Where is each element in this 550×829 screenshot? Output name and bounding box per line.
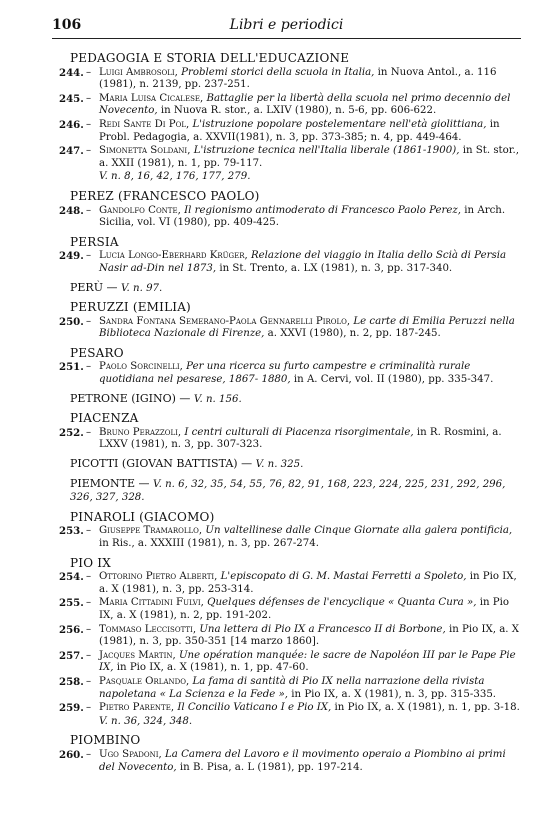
entry-title: Una lettera di Pio IX a Francesco II di Borbone, <box>199 623 446 635</box>
entry-dash: – <box>86 748 92 760</box>
entry-body <box>99 525 523 550</box>
entry-number: 254. <box>59 571 84 584</box>
entry-body <box>99 205 523 230</box>
entry-number: 246. <box>59 118 84 131</box>
entry-title: Le carte di Emilia Peruzzi nella Biblioteca Nazionale di Firenze, <box>99 315 515 340</box>
entry-author: Bruno Perazzoli, <box>99 426 182 438</box>
bibliography-entry <box>52 205 523 230</box>
entry-author: Giuseppe Tramarollo, <box>99 525 203 537</box>
see-also-ref: V. n. 36, 324, 348. <box>99 715 193 727</box>
entry-author: Paolo Sorcinelli, <box>99 361 183 373</box>
section-heading: PERUZZI (EMILIA) <box>70 300 191 315</box>
xref-petrone: PETRONE (IGINO) — V. n. 156. <box>70 391 242 405</box>
entry-author: Pietro Parente, <box>99 702 175 714</box>
entry-author: Luigi Ambrosoli, <box>99 66 178 78</box>
xref-peru: PERÙ — V. n. 97. <box>70 280 163 294</box>
entry-title: Un valtellinese dalle Cinque Giornate alla galera pontificia, <box>205 525 513 537</box>
entry-source: in R. Rosmini, a. LXXV (1981), n. 3, pp. 307-323. <box>99 426 502 451</box>
entry-title: Il regionismo antimoderato di Francesco Paolo Perez, <box>184 204 462 216</box>
bibliography-entry <box>52 119 523 144</box>
entry-title: Problemi storici della scuola in Italia, <box>181 66 375 78</box>
entry-source: in Arch. Sicilia, vol. VI (1980), pp. 409-425. <box>99 204 506 229</box>
entry-source: in Pio IX, a. X (1981), n. 1, pp. 47-60. <box>116 662 309 674</box>
entry-title: Quelques défenses de l'encyclique « Quanta Cura », <box>207 597 477 609</box>
entry-number: 248. <box>59 204 84 217</box>
entry-title: La Camera del Lavoro e il movimento operaio a Piombino ai primi del Novecento, <box>99 748 506 773</box>
entry-author: Pasquale Orlando, <box>99 675 190 687</box>
entry-dash: – <box>86 675 92 687</box>
entry-body <box>99 571 523 596</box>
entry-source: in Pio IX, a. X (1981), n. 1, pp. 3-18. <box>334 702 520 714</box>
section-heading: PINAROLI (GIACOMO) <box>70 509 215 524</box>
entry-number: 257. <box>59 649 84 662</box>
entry-body <box>99 250 523 275</box>
entry-author: Gandolfo Conte, <box>99 204 181 216</box>
bibliography-entry <box>52 624 523 649</box>
entry-author: Sandra Fontana Semerano-Paola Gennarelli Pirolo, <box>99 315 351 327</box>
entry-source: a. XXVI (1980), n. 2, pp. 187-245. <box>267 328 441 340</box>
bibliography-entry <box>52 145 523 170</box>
entry-title: L'episcopato di G. M. Mastai Ferretti a Spoleto, <box>220 571 467 583</box>
entry-number: 253. <box>59 525 84 538</box>
entry-author: Simonetta Soldani, <box>99 145 191 157</box>
bibliography-content <box>52 52 523 775</box>
entry-number: 258. <box>59 675 84 688</box>
section-heading: PIOMBINO <box>70 733 141 748</box>
entry-title: Per una ricerca su furto campestre e criminalità rurale quotidiana nel pesarese, 1867- 1880, <box>99 361 471 386</box>
page-number: 106 <box>52 17 82 33</box>
entry-title: Relazione del viaggio in Italia dello Scià di Persia Nasir ad-Din nel 1873, <box>99 250 507 274</box>
section-heading: PERSIA <box>70 234 119 249</box>
see-also-ref: V. n. 8, 16, 42, 176, 177, 279. <box>99 171 251 183</box>
xref-picotti: PICOTTI (GIOVAN BATTISTA) — V. n. 325. <box>70 457 304 471</box>
entry-number: 245. <box>59 92 84 105</box>
entry-title: L'istruzione tecnica nell'Italia liberale (1861-1900), <box>193 145 460 157</box>
section-heading: PIO IX <box>70 555 111 570</box>
entry-source: in B. Pisa, a. L (1981), pp. 197-214. <box>179 761 363 773</box>
entry-number: 244. <box>59 66 84 79</box>
entry-dash: – <box>86 118 92 130</box>
entry-dash: – <box>86 571 92 583</box>
bibliography-entry <box>52 597 523 622</box>
entry-body <box>99 67 523 92</box>
entry-author: Ottorino Pietro Alberti, <box>99 571 218 583</box>
entry-dash: – <box>86 525 92 537</box>
entry-source: in Nuova Antol., a. 116 (1981), n. 2139, pp. 237-251. <box>99 66 497 91</box>
entry-dash: – <box>86 649 92 661</box>
bibliography-entry <box>52 702 523 715</box>
entry-number: 250. <box>59 315 84 328</box>
bibliography-entry <box>52 361 523 386</box>
entry-body <box>99 361 523 386</box>
xref-piemonte: PIEMONTE — V. n. 6, 32, 35, 54, 55, 76, 82, 91, 168, 223, 224, 225, 231, 292, 296, 326, 327, 328. <box>70 476 506 504</box>
entry-dash: – <box>86 92 92 104</box>
entry-author: Maria Cittadini Fulvi, <box>99 597 204 609</box>
entry-body <box>99 624 523 649</box>
section-heading: PEREZ (FRANCESCO PAOLO) <box>70 188 260 203</box>
entry-number: 251. <box>59 361 84 374</box>
entry-source: in St. Trento, a. LX (1981), n. 3, pp. 317-340. <box>219 262 453 274</box>
bibliography-entry <box>52 650 523 675</box>
entry-title: La fama di santità di Pio IX nella narrazione della rivista napoletana « La Scienza e la Fede », <box>99 675 485 700</box>
bibliography-entry <box>52 749 523 774</box>
entry-source: in Pio IX, a. X (1981), n. 3, pp. 350-351 [14 marzo 1860]. <box>99 623 520 648</box>
entry-title: Une opération manquée: le sacre de Napoléon III par le Pape Pie IX, <box>99 649 516 674</box>
entry-body <box>99 749 523 774</box>
entry-source: in Pio IX, a. X (1981), n. 2, pp. 191-202. <box>99 597 510 621</box>
entry-number: 252. <box>59 426 84 439</box>
entry-body <box>99 597 523 622</box>
entry-author: Lucia Longo-Eberhard Krüger, <box>99 250 248 262</box>
entry-dash: – <box>86 204 92 216</box>
entry-body <box>99 427 523 452</box>
entry-number: 255. <box>59 597 84 610</box>
bibliography-entry <box>52 525 523 550</box>
entry-source: in Ris., a. XXXIII (1981), n. 3, pp. 267-274. <box>99 538 319 549</box>
entry-number: 256. <box>59 623 84 636</box>
entry-title: Il Concilio Vaticano I e Pio IX, <box>177 702 332 714</box>
section-heading: PESARO <box>70 345 124 360</box>
bibliography-entry <box>52 571 523 596</box>
running-title: Libri e periodici <box>229 17 344 33</box>
entry-body <box>99 702 523 715</box>
entry-dash: – <box>86 66 92 78</box>
entry-author: Tommaso Leccisotti, <box>99 623 197 635</box>
entry-dash: – <box>86 361 92 373</box>
entry-author: Maria Luisa Cicalese, <box>99 92 204 104</box>
entry-title: L'istruzione popolare postelementare nell'età giolittiana, <box>192 118 487 130</box>
page-header <box>52 14 521 39</box>
entry-source: in Pio IX, a. X (1981), n. 3, pp. 315-335. <box>291 688 497 700</box>
entry-number: 247. <box>59 145 84 158</box>
bibliography-entry <box>52 250 523 275</box>
entry-body <box>99 316 523 341</box>
entry-source: in A. Cervi, vol. II (1980), pp. 335-347. <box>293 374 494 386</box>
entry-number: 259. <box>59 702 84 715</box>
entry-source: in Pio IX, a. X (1981), n. 3, pp. 253-314. <box>99 571 517 595</box>
entry-body <box>99 93 523 118</box>
bibliography-entry <box>52 676 523 701</box>
entry-dash: – <box>86 426 92 438</box>
bibliography-entry <box>52 93 523 118</box>
bibliography-entry <box>52 427 523 452</box>
entry-title: Battaglie per la libertà della scuola nel primo decennio del Novecento, <box>99 92 511 117</box>
entry-dash: – <box>86 702 92 714</box>
entry-author: Ugo Spadoni, <box>99 748 162 760</box>
entry-title: I centri culturali di Piacenza risorgimentale, <box>184 426 414 438</box>
entry-number: 249. <box>59 250 84 263</box>
entry-dash: – <box>86 315 92 327</box>
entry-dash: – <box>86 623 92 635</box>
entry-dash: – <box>86 597 92 609</box>
entry-source: in St. stor., a. XXII (1981), n. 1, pp. 79-117. <box>99 145 520 169</box>
entry-source: in Probl. Pedagogia, a. XXVII(1981), n. 3, pp. 373-385; n. 4, pp. 449-464. <box>99 118 500 143</box>
entry-author: Jacques Martin, <box>99 649 176 661</box>
entry-source: in Nuova R. stor., a. LXIV (1980), n. 5-6, pp. 606-622. <box>160 105 437 117</box>
entry-body <box>99 145 523 170</box>
entry-body <box>99 676 523 701</box>
entry-body <box>99 650 523 675</box>
entry-author: Redi Sante Di Pol, <box>99 118 190 130</box>
entry-dash: – <box>86 145 92 157</box>
entry-dash: – <box>86 250 92 262</box>
section-heading: PIACENZA <box>70 411 139 426</box>
entry-number: 260. <box>59 748 84 761</box>
bibliography-entry <box>52 67 523 92</box>
entry-body <box>99 119 523 144</box>
bibliography-entry <box>52 316 523 341</box>
section-heading: PEDAGOGIA E STORIA DELL'EDUCAZIONE <box>70 51 350 65</box>
